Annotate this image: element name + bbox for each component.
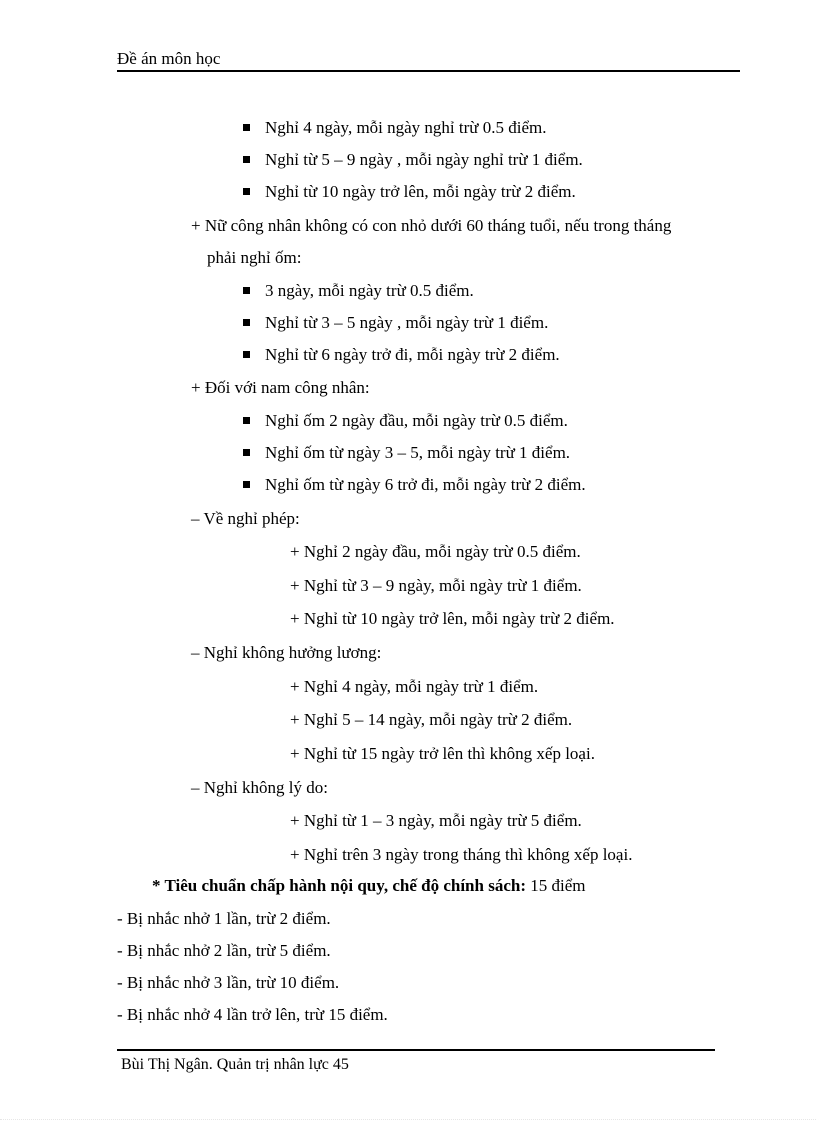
square-bullet-icon: [243, 124, 250, 131]
leave-item: + Nghỉ 2 ngày đầu, mỗi ngày trừ 0.5 điểm.: [290, 542, 581, 561]
square-bullet-icon: [243, 449, 250, 456]
leave-heading: – Về nghỉ phép:: [191, 509, 300, 528]
square-bullet-icon: [243, 319, 250, 326]
leave-item: + Nghỉ từ 10 ngày trở lên, mỗi ngày trừ 2 điểm.: [290, 609, 615, 628]
bullet-item: Nghỉ từ 10 ngày trở lên, mỗi ngày trừ 2 điểm.: [265, 182, 576, 201]
page-header-title: Đề án môn học: [117, 49, 221, 68]
female-heading-line1: + Nữ công nhân không có con nhỏ dưới 60 tháng tuổi, nếu trong tháng: [191, 216, 672, 235]
reminder-item: - Bị nhắc nhở 2 lần, trừ 5 điểm.: [117, 941, 331, 960]
square-bullet-icon: [243, 417, 250, 424]
bullet-item: Nghỉ ốm từ ngày 3 – 5, mỗi ngày trừ 1 điểm.: [265, 443, 571, 462]
standard-line: [152, 876, 585, 896]
square-bullet-icon: [243, 287, 250, 294]
bullet-item: Nghỉ ốm 2 ngày đầu, mỗi ngày trừ 0.5 điểm.: [265, 411, 568, 430]
bullet-item: 3 ngày, mỗi ngày trừ 0.5 điểm.: [265, 281, 474, 300]
square-bullet-icon: [243, 351, 250, 358]
noreason-heading: – Nghỉ không lý do:: [191, 778, 328, 797]
footer-rule: [117, 1049, 715, 1051]
bullet-item: Nghỉ từ 3 – 5 ngày , mỗi ngày trừ 1 điểm.: [265, 313, 549, 332]
leave-item: + Nghỉ từ 3 – 9 ngày, mỗi ngày trừ 1 điểm.: [290, 576, 582, 595]
female-heading-line2: phải nghỉ ốm:: [207, 248, 302, 267]
unpaid-item: + Nghỉ 4 ngày, mỗi ngày trừ 1 điểm.: [290, 677, 539, 696]
noreason-item: + Nghỉ trên 3 ngày trong tháng thì không xếp loại.: [290, 845, 633, 864]
header-rule: [117, 70, 740, 72]
bullet-item: Nghỉ 4 ngày, mỗi ngày nghỉ trừ 0.5 điểm.: [265, 118, 547, 137]
unpaid-heading: – Nghỉ không hưởng lương:: [191, 643, 382, 662]
standard-label: * Tiêu chuẩn chấp hành nội quy, chế độ chính sách:: [152, 876, 526, 895]
standard-points: 15 điểm: [525, 876, 586, 895]
bullet-item: Nghỉ từ 5 – 9 ngày , mỗi ngày nghỉ trừ 1 điểm.: [265, 150, 583, 169]
unpaid-item: + Nghỉ 5 – 14 ngày, mỗi ngày trừ 2 điểm.: [290, 710, 573, 729]
noreason-item: + Nghỉ từ 1 – 3 ngày, mỗi ngày trừ 5 điểm.: [290, 811, 582, 830]
reminder-item: - Bị nhắc nhở 4 lần trở lên, trừ 15 điểm.: [117, 1005, 388, 1024]
square-bullet-icon: [243, 156, 250, 163]
page-edge: [0, 1119, 816, 1120]
reminder-item: - Bị nhắc nhở 3 lần, trừ 10 điểm.: [117, 973, 340, 992]
bullet-item: Nghỉ từ 6 ngày trở đi, mỗi ngày trừ 2 điểm.: [265, 345, 560, 364]
page-footer: Bùi Thị Ngân. Quản trị nhân lực 45: [121, 1056, 349, 1073]
square-bullet-icon: [243, 481, 250, 488]
male-heading: + Đối với nam công nhân:: [191, 378, 370, 397]
unpaid-item: + Nghỉ từ 15 ngày trở lên thì không xếp loại.: [290, 744, 595, 763]
square-bullet-icon: [243, 188, 250, 195]
reminder-item: - Bị nhắc nhở 1 lần, trừ 2 điểm.: [117, 909, 331, 928]
bullet-item: Nghỉ ốm từ ngày 6 trở đi, mỗi ngày trừ 2 điểm.: [265, 475, 586, 494]
